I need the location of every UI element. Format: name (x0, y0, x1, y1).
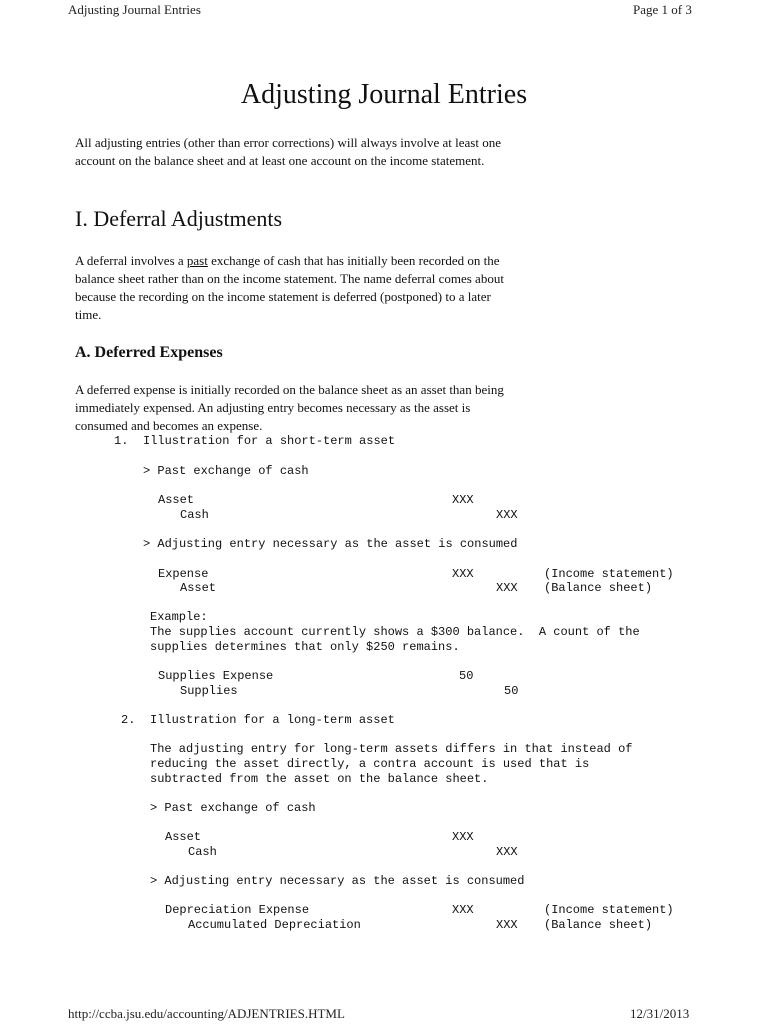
example-label: Example: (150, 610, 208, 624)
entry-credit: XXX (496, 845, 518, 859)
entry-credit: 50 (504, 684, 519, 698)
page-title: Adjusting Journal Entries (240, 79, 528, 110)
header-page-info: Page 1 of 3 (633, 2, 692, 17)
entry-debit: XXX (452, 493, 474, 507)
entry-debit: XXX (452, 567, 474, 581)
intro-paragraph: All adjusting entries (other than error corrections) will always involve at least one account on the balance sheet and at least one account on the income statement. (75, 135, 501, 168)
item-2-number: 2. (121, 713, 136, 727)
entry-note: (Income statement) (544, 567, 674, 581)
entry-account: Asset (158, 493, 195, 507)
entry-account: Supplies Expense (158, 669, 274, 683)
subsection-heading-deferred-expenses: A. Deferred Expenses (75, 344, 223, 361)
entry-note: (Income statement) (544, 903, 674, 917)
entry-note: (Balance sheet) (544, 918, 653, 932)
item-2-title: Illustration for a long-term asset (150, 713, 395, 727)
entry-account: Asset (180, 581, 217, 595)
example-line: The supplies account currently shows a $300 balance. A count of the (150, 625, 640, 639)
item-1-adjust-label: > Adjusting entry necessary as the asset is consumed (143, 537, 518, 551)
entry-account: Depreciation Expense (165, 903, 310, 917)
item-1-title: Illustration for a short-term asset (143, 434, 396, 448)
section-heading-deferral: I. Deferral Adjustments (75, 206, 283, 231)
entry-credit: XXX (496, 918, 518, 932)
entry-account: Supplies (180, 684, 238, 698)
entry-account: Cash (180, 508, 209, 522)
item-2-desc-line: The adjusting entry for long-term assets differs in that instead of (150, 742, 633, 756)
item-2-desc-line: reducing the asset directly, a contra account is used that is (150, 757, 590, 771)
deferral-paragraph: A deferral involves a past exchange of cash that has initially been recorded on the balance sheet rather than on the income statement. The name deferral comes about because the recording on the income statement is deferred (postponed) to a later time. (75, 253, 504, 322)
item-1-past-label: > Past exchange of cash (143, 464, 309, 478)
item-1-number: 1. (114, 434, 129, 448)
entry-account: Expense (158, 567, 209, 581)
footer-date: 12/31/2013 (630, 1006, 690, 1021)
footer-url[interactable]: http://ccba.jsu.edu/accounting/ADJENTRIES.HTML (68, 1006, 345, 1021)
deferred-expense-paragraph: A deferred expense is initially recorded on the balance sheet as an asset than being immediately expensed. An adjusting entry becomes necessary as the asset is consumed and becomes an expense. (75, 382, 504, 433)
entry-debit: XXX (452, 903, 474, 917)
entry-debit: XXX (452, 830, 474, 844)
entry-note: (Balance sheet) (544, 581, 653, 595)
item-2-past-label: > Past exchange of cash (150, 801, 316, 815)
item-2-adjust-label: > Adjusting entry necessary as the asset is consumed (150, 874, 525, 888)
example-line: supplies determines that only $250 remains. (150, 640, 460, 654)
entry-debit: 50 (459, 669, 474, 683)
item-2-desc-line: subtracted from the asset on the balance sheet. (150, 772, 489, 786)
entry-credit: XXX (496, 581, 518, 595)
entry-credit: XXX (496, 508, 518, 522)
entry-account: Accumulated Depreciation (188, 918, 361, 932)
entry-account: Asset (165, 830, 202, 844)
underlined-word: past (186, 253, 208, 268)
header-doc-title: Adjusting Journal Entries (68, 2, 201, 17)
entry-account: Cash (188, 845, 217, 859)
